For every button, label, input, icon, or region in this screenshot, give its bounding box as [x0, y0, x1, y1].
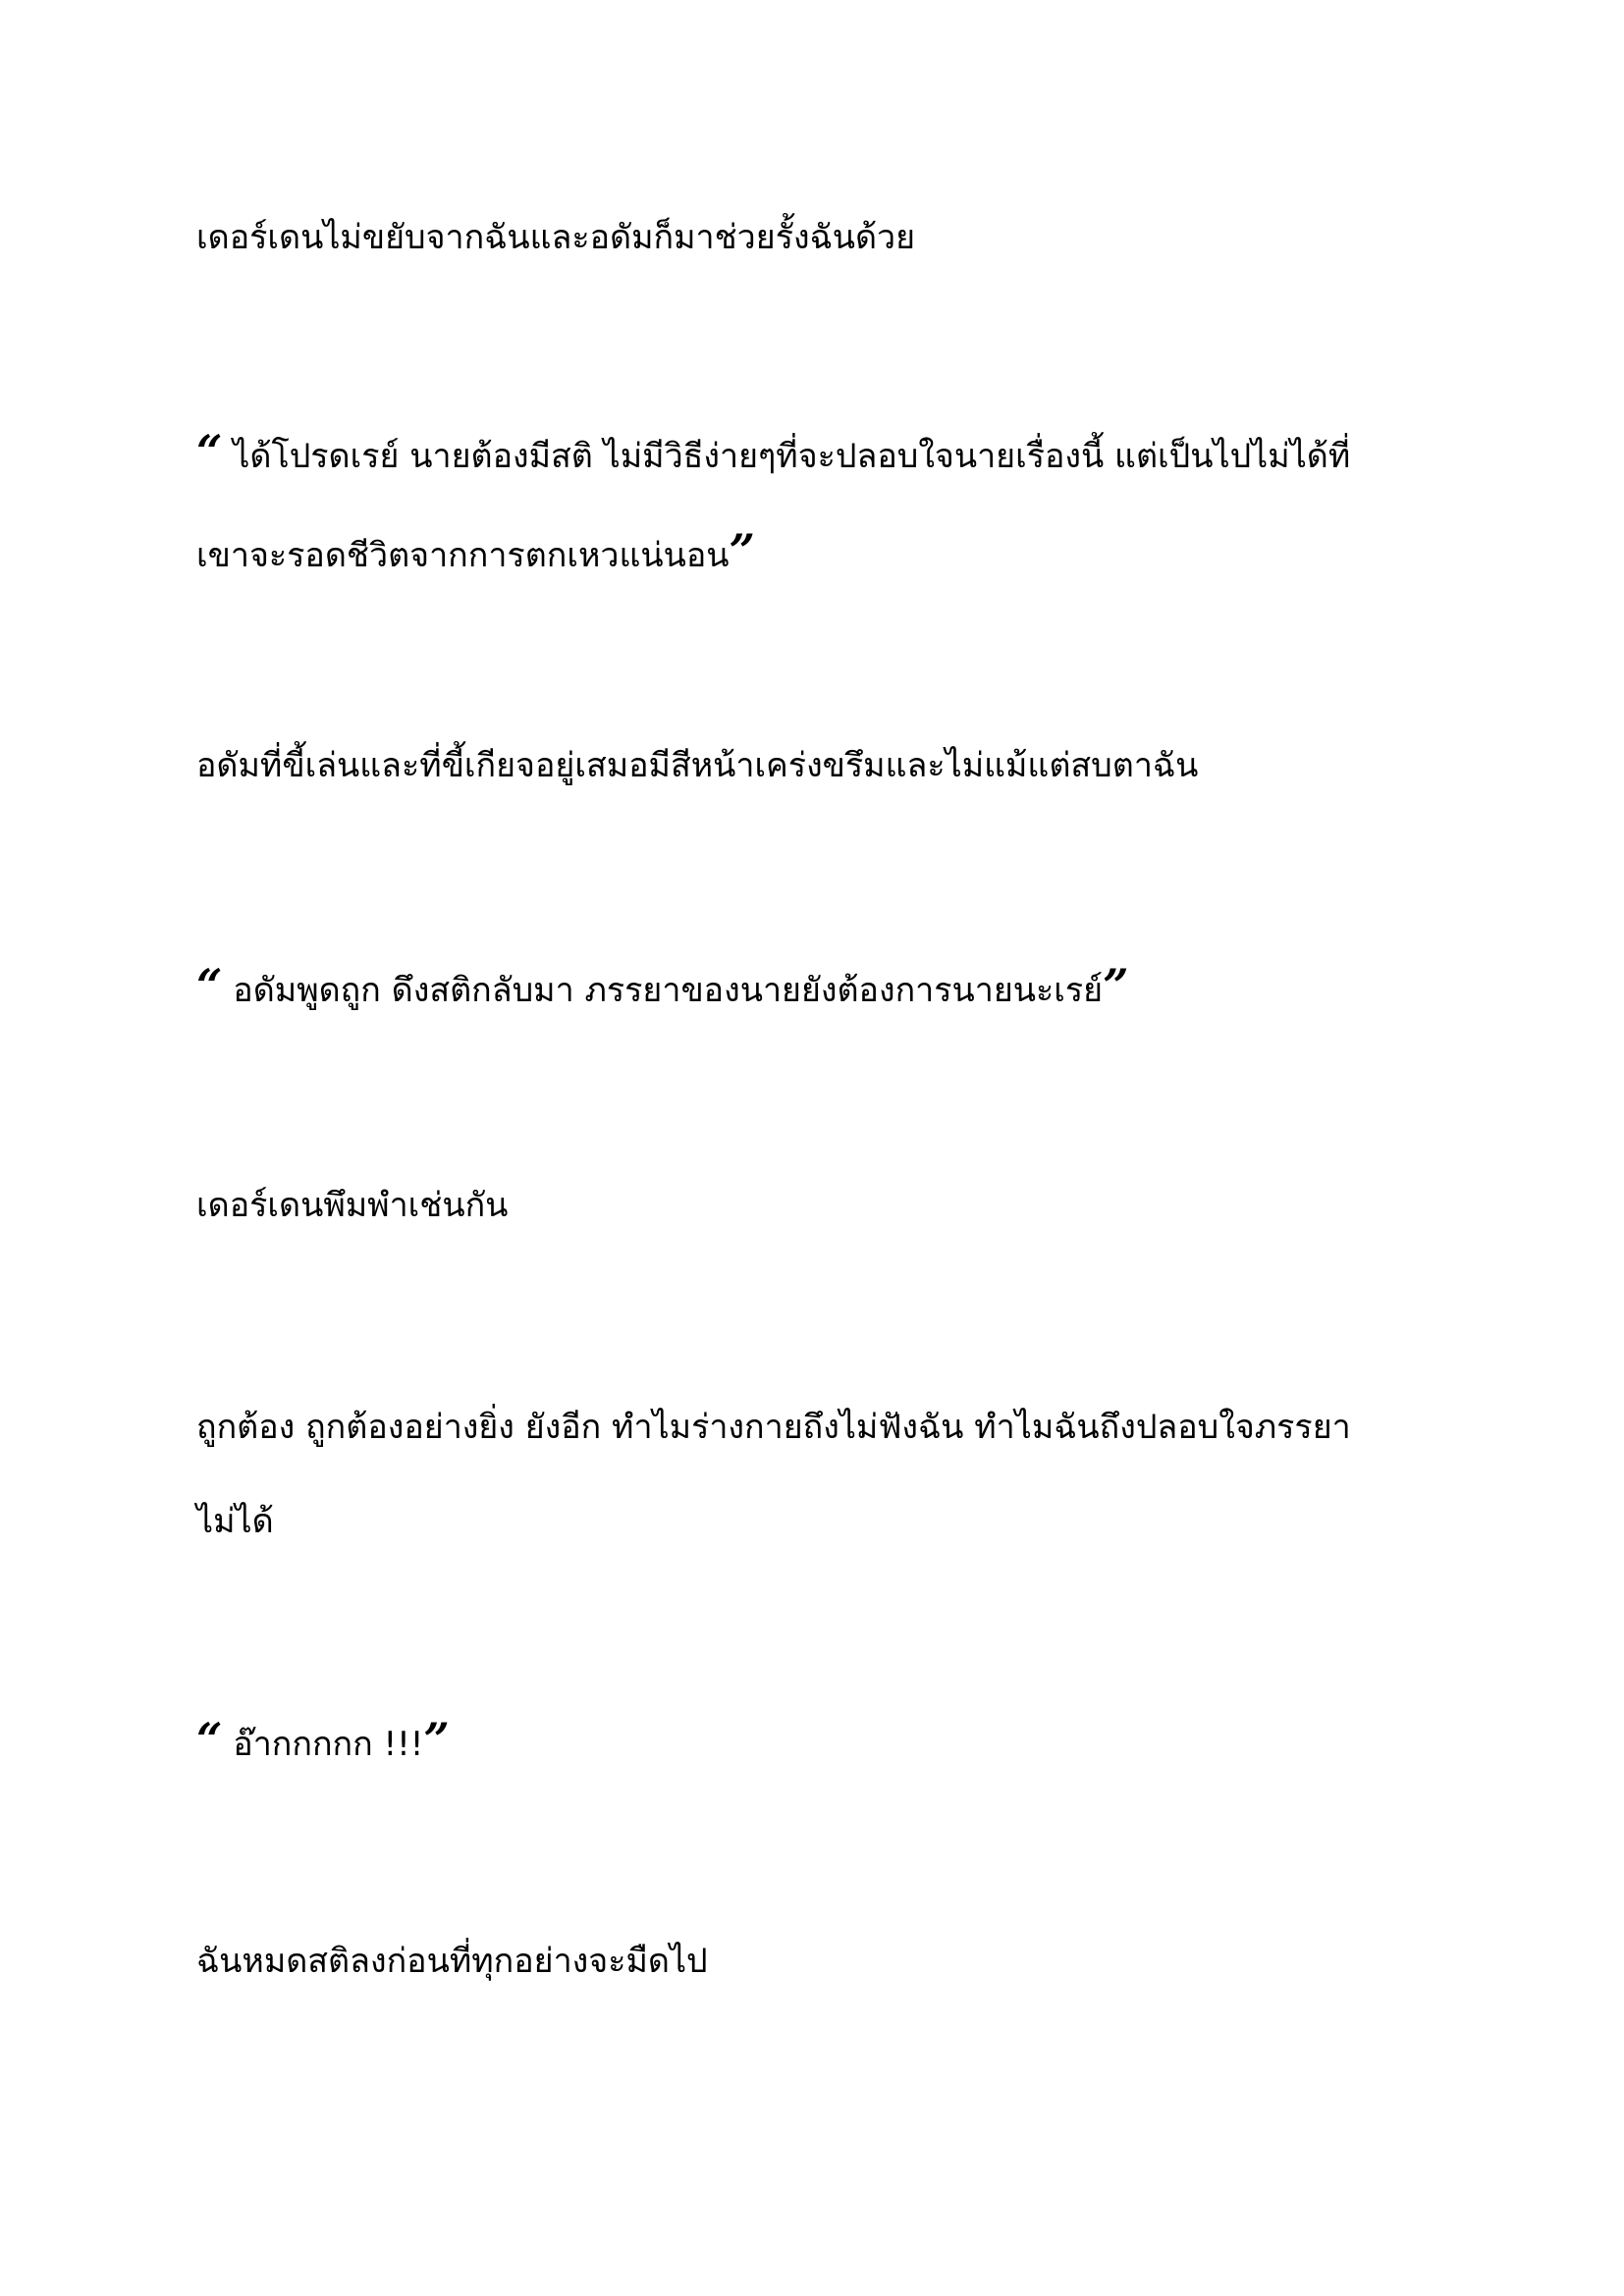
open-quote-mark: “	[196, 425, 223, 478]
dialogue-text: อ๊ากกกกก !!!	[222, 1725, 424, 1764]
open-quote-mark: “	[196, 1713, 223, 1766]
text-line: เดอร์เดนไม่ขยับจากฉันและอดัมก็มาช่วยรั้งฉันด้วย	[196, 218, 916, 257]
dialogue-text: ได้โปรดเรย์ นายต้องมีสติ ไม่มีวิธีง่ายๆที่จะปลอบใจนายเรื่องนี้ แต่เป็นไปไม่ได้ที่	[222, 437, 1351, 476]
text-line: ถูกต้อง ถูกต้องอย่างยิ่ง ยังอีก ทำไมร่างกายถึงไม่ฟังฉัน ทำไมฉันถึงปลอบใจภรรยา	[196, 1408, 1351, 1447]
dialogue-paragraph	[196, 404, 1434, 603]
dialogue-text: เขาจะรอดชีวิตจากการตกเหวแน่นอน	[196, 536, 730, 575]
narration-paragraph	[196, 1158, 1434, 1253]
text-line: เดอร์เดนพึมพำเช่นกัน	[196, 1186, 509, 1225]
text-line: อดัมที่ขี้เล่นและที่ขี้เกียจอยู่เสมอมีสีหน้าเคร่งขรึมและไม่แม้แต่สบตาฉัน	[196, 746, 1199, 785]
dialogue-text: อดัมพูดถูก ดึงสติกลับมา ภรรยาของนายยังต้องการนายนะเรย์	[222, 971, 1104, 1010]
text-line	[196, 1692, 1434, 1791]
text-line	[196, 504, 1434, 603]
dialogue-paragraph	[196, 1692, 1434, 1791]
open-quote-mark: “	[196, 959, 223, 1012]
narration-paragraph	[196, 1380, 1434, 1569]
text-line: ฉันหมดสติลงก่อนที่ทุกอย่างจะมืดไป	[196, 1942, 708, 1981]
text-line	[196, 404, 1434, 504]
narration-paragraph	[196, 190, 1434, 285]
close-quote-mark: ”	[1103, 959, 1129, 1012]
text-line: ไม่ได้	[196, 1502, 274, 1541]
dialogue-paragraph	[196, 938, 1434, 1038]
close-quote-mark: ”	[729, 524, 756, 577]
text-line	[196, 938, 1434, 1038]
close-quote-mark: ”	[423, 1713, 450, 1766]
narration-paragraph	[196, 1914, 1434, 2008]
narration-paragraph	[196, 719, 1434, 813]
